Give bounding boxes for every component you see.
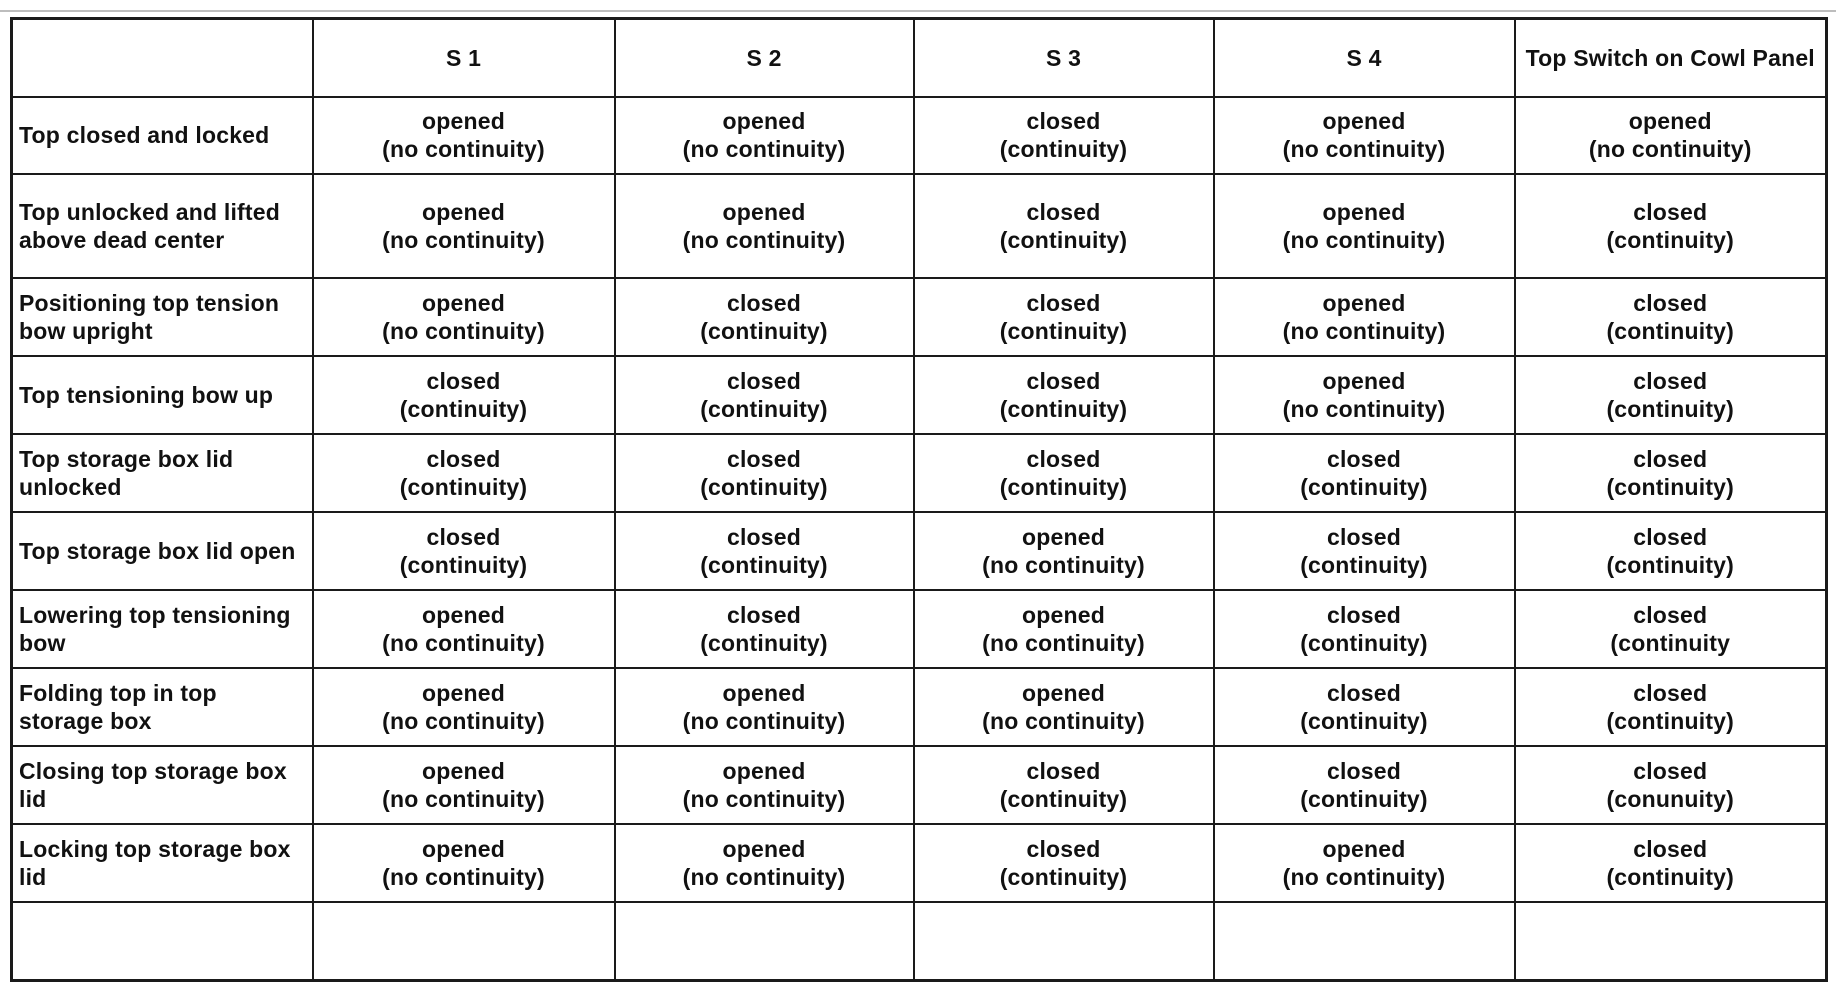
state-text: closed — [1326, 680, 1402, 707]
condition-label: Folding top in top storage box — [12, 668, 313, 746]
continuity-text: (continuity) — [999, 226, 1128, 253]
condition-label: Locking top storage box lid — [12, 824, 313, 902]
top-switch-cell — [1515, 434, 1827, 512]
s4-cell — [1214, 668, 1515, 746]
continuity-text: (no continuity) — [1282, 226, 1446, 253]
s3-cell — [914, 746, 1214, 824]
continuity-text: (continuity) — [1300, 708, 1428, 735]
top-switch-cell — [1515, 824, 1827, 902]
state-text: closed — [1026, 836, 1101, 863]
continuity-text: (continuity) — [399, 473, 528, 500]
state-text: opened — [722, 836, 806, 863]
s3-cell — [914, 590, 1214, 668]
top-switch-cell — [1515, 97, 1827, 174]
s4-cell — [1214, 434, 1515, 512]
continuity-text: (continuity) — [700, 395, 828, 422]
state-text: closed — [1026, 367, 1101, 394]
s3-cell — [914, 278, 1214, 356]
table-row — [12, 356, 1827, 434]
top-switch-cell — [1515, 590, 1827, 668]
continuity-text: (continuity) — [700, 317, 828, 344]
header-s1: S 1 — [313, 19, 615, 97]
continuity-text: (continuity — [1610, 630, 1731, 657]
continuity-text: (no continuity) — [682, 708, 846, 735]
continuity-text: (continuity) — [1300, 786, 1428, 813]
continuity-text: (continuity) — [1606, 317, 1735, 344]
s2-cell — [615, 668, 914, 746]
s1-cell — [313, 97, 615, 174]
table-row — [12, 668, 1827, 746]
header-s3: S 3 — [914, 19, 1214, 97]
continuity-text: (no continuity) — [382, 317, 545, 344]
s2-cell — [615, 356, 914, 434]
continuity-text: (continuity) — [1606, 551, 1735, 578]
s2-cell — [615, 278, 914, 356]
continuity-text: (continuity) — [999, 136, 1128, 163]
s2-cell — [615, 824, 914, 902]
top-switch-cell — [1515, 174, 1827, 278]
continuity-text: (no continuity) — [1282, 864, 1446, 891]
state-text: opened — [422, 198, 505, 225]
state-text: opened — [722, 108, 806, 135]
s1-cell — [313, 590, 615, 668]
continuity-text: (no continuity) — [682, 864, 846, 891]
top-switch-cell — [1515, 668, 1827, 746]
s4-cell — [1214, 174, 1515, 278]
state-text: closed — [1026, 108, 1101, 135]
continuity-text: (continuity) — [1300, 630, 1428, 657]
state-text: opened — [722, 758, 806, 785]
continuity-text: (continuity) — [700, 473, 828, 500]
continuity-text: (no continuity) — [1282, 317, 1446, 344]
state-text: opened — [1022, 680, 1105, 707]
state-text: opened — [722, 198, 806, 225]
state-text: closed — [1633, 289, 1708, 316]
continuity-text: (no continuity) — [682, 226, 846, 253]
state-text: closed — [426, 523, 501, 550]
continuity-text: (continuity) — [1300, 473, 1428, 500]
empty-cell — [615, 902, 914, 980]
state-text: opened — [1322, 836, 1406, 863]
continuity-text: (continuity) — [1606, 473, 1735, 500]
state-text: closed — [426, 445, 501, 472]
state-text: opened — [1022, 602, 1105, 629]
condition-label: Positioning top tension bow upright — [12, 278, 313, 356]
continuity-text: (no continuity) — [382, 708, 545, 735]
s4-cell — [1214, 278, 1515, 356]
top-rule — [0, 10, 1836, 12]
table-row — [12, 174, 1827, 278]
condition-label: Top storage box lid open — [12, 512, 313, 590]
continuity-text: (continuity) — [999, 473, 1128, 500]
state-text: closed — [726, 289, 802, 316]
s2-cell — [615, 590, 914, 668]
continuity-text: (continuity) — [1606, 708, 1735, 735]
continuity-text: (continuity) — [1606, 864, 1735, 891]
empty-row — [12, 902, 1827, 980]
continuity-text: (continuity) — [1606, 395, 1735, 422]
continuity-text: (continuity) — [700, 551, 828, 578]
s1-cell — [313, 824, 615, 902]
continuity-text: (no continuity) — [982, 630, 1145, 657]
state-text: closed — [1633, 602, 1708, 629]
state-text: opened — [422, 289, 505, 316]
continuity-text: (continuity) — [999, 864, 1128, 891]
top-switch-cell — [1515, 746, 1827, 824]
state-text: closed — [1633, 836, 1708, 863]
state-text: closed — [1326, 445, 1402, 472]
s4-cell — [1214, 746, 1515, 824]
state-text: opened — [1022, 523, 1105, 550]
header-s4: S 4 — [1214, 19, 1515, 97]
switch-continuity-table — [10, 17, 1828, 982]
state-text: closed — [726, 445, 802, 472]
state-text: closed — [1633, 523, 1708, 550]
table-row — [12, 590, 1827, 668]
state-text: opened — [422, 602, 505, 629]
table-row — [12, 512, 1827, 590]
s4-cell — [1214, 590, 1515, 668]
s2-cell — [615, 174, 914, 278]
state-text: closed — [1026, 445, 1101, 472]
header-s2: S 2 — [615, 19, 914, 97]
header-top-switch: Top Switch on Cowl Panel — [1515, 19, 1827, 97]
s1-cell — [313, 356, 615, 434]
empty-cell — [1515, 902, 1827, 980]
state-text: opened — [1322, 289, 1406, 316]
state-text: opened — [1322, 108, 1406, 135]
s1-cell — [313, 174, 615, 278]
state-text: opened — [422, 108, 505, 135]
state-text: closed — [1026, 758, 1101, 785]
s3-cell — [914, 434, 1214, 512]
continuity-text: (no continuity) — [982, 551, 1145, 578]
s2-cell — [615, 512, 914, 590]
s4-cell — [1214, 97, 1515, 174]
s3-cell — [914, 668, 1214, 746]
state-text: closed — [726, 602, 802, 629]
state-text: closed — [1326, 602, 1402, 629]
condition-label: Top closed and locked — [12, 97, 313, 174]
s3-cell — [914, 356, 1214, 434]
state-text: closed — [1026, 289, 1101, 316]
state-text: opened — [422, 758, 505, 785]
state-text: closed — [1633, 198, 1708, 225]
condition-label: Top unlocked and lifted above dead center — [12, 174, 313, 278]
continuity-text: (conunuity) — [1606, 786, 1734, 813]
state-text: closed — [726, 523, 802, 550]
continuity-text: (continuity) — [700, 630, 828, 657]
continuity-text: (continuity) — [1606, 226, 1735, 253]
continuity-text: (no continuity) — [382, 136, 545, 163]
state-text: opened — [1322, 198, 1406, 225]
table-row — [12, 824, 1827, 902]
continuity-text: (continuity) — [999, 395, 1128, 422]
state-text: opened — [422, 680, 505, 707]
continuity-text: (no continuity) — [382, 630, 545, 657]
continuity-text: (no continuity) — [682, 136, 846, 163]
s4-cell — [1214, 512, 1515, 590]
header-row — [12, 19, 1827, 97]
condition-label: Top tensioning bow up — [12, 356, 313, 434]
continuity-text: (continuity) — [399, 395, 528, 422]
s1-cell — [313, 668, 615, 746]
empty-cell — [914, 902, 1214, 980]
condition-label: Lowering top tensioning bow — [12, 590, 313, 668]
state-text: closed — [1326, 523, 1402, 550]
state-text: closed — [1326, 758, 1402, 785]
continuity-text: (continuity) — [399, 551, 528, 578]
s1-cell — [313, 746, 615, 824]
empty-cell — [313, 902, 615, 980]
state-text: closed — [1633, 680, 1708, 707]
state-text: opened — [422, 836, 505, 863]
continuity-text: (continuity) — [999, 786, 1128, 813]
empty-cell — [12, 902, 313, 980]
state-text: opened — [1628, 108, 1712, 135]
s3-cell — [914, 97, 1214, 174]
continuity-text: (no continuity) — [682, 786, 846, 813]
s2-cell — [615, 97, 914, 174]
continuity-text: (no continuity) — [1588, 136, 1752, 163]
s2-cell — [615, 434, 914, 512]
s3-cell — [914, 824, 1214, 902]
state-text: closed — [1633, 758, 1708, 785]
s1-cell — [313, 434, 615, 512]
table-row — [12, 97, 1827, 174]
continuity-text: (no continuity) — [982, 708, 1145, 735]
continuity-text: (no continuity) — [1282, 395, 1446, 422]
state-text: closed — [426, 367, 501, 394]
top-switch-cell — [1515, 512, 1827, 590]
s2-cell — [615, 746, 914, 824]
continuity-text: (no continuity) — [382, 786, 545, 813]
continuity-text: (continuity) — [999, 317, 1128, 344]
state-text: opened — [722, 680, 806, 707]
table-row — [12, 278, 1827, 356]
continuity-text: (no continuity) — [382, 226, 545, 253]
s1-cell — [313, 278, 615, 356]
s1-cell — [313, 512, 615, 590]
empty-cell — [1214, 902, 1515, 980]
condition-label: Top storage box lid unlocked — [12, 434, 313, 512]
table-row — [12, 746, 1827, 824]
state-text: closed — [726, 367, 802, 394]
s3-cell — [914, 512, 1214, 590]
header-corner-cell — [12, 19, 313, 97]
top-switch-cell — [1515, 278, 1827, 356]
state-text: closed — [1633, 445, 1708, 472]
s4-cell — [1214, 356, 1515, 434]
table-row — [12, 434, 1827, 512]
state-text: closed — [1026, 198, 1101, 225]
state-text: opened — [1322, 367, 1406, 394]
continuity-text: (no continuity) — [382, 864, 545, 891]
s4-cell — [1214, 824, 1515, 902]
continuity-text: (no continuity) — [1282, 136, 1446, 163]
top-switch-cell — [1515, 356, 1827, 434]
state-text: closed — [1633, 367, 1708, 394]
s3-cell — [914, 174, 1214, 278]
continuity-text: (continuity) — [1300, 551, 1428, 578]
condition-label: Closing top storage box lid — [12, 746, 313, 824]
